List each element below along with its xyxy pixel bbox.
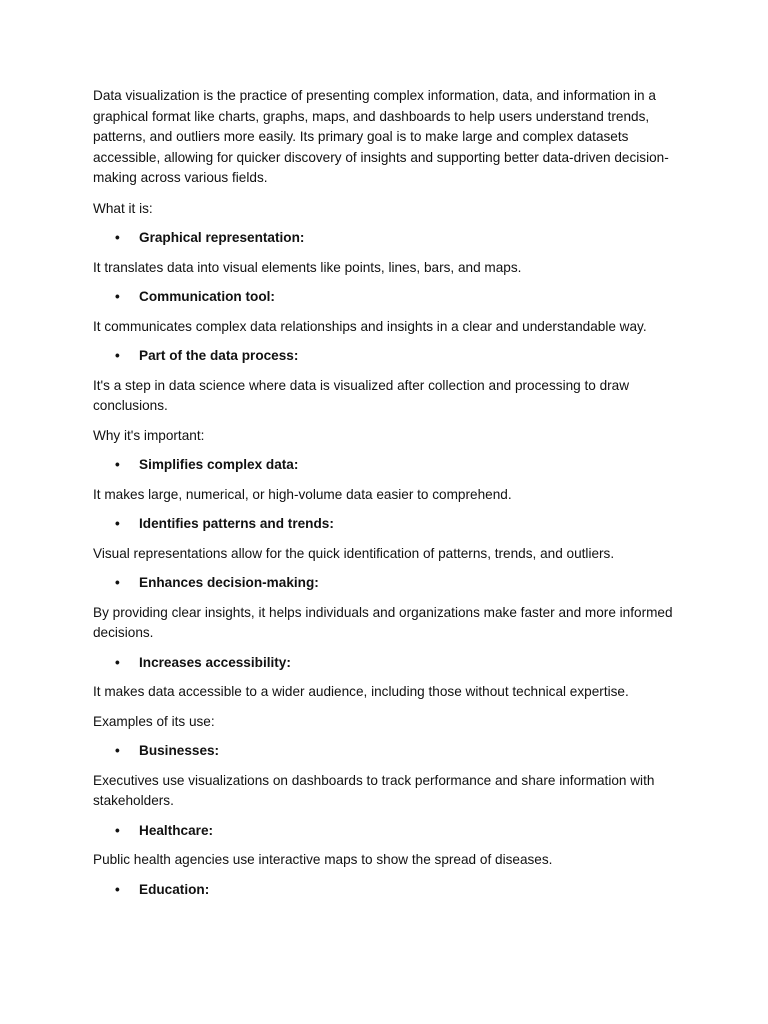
bullet-icon: • <box>115 881 120 897</box>
bullet-description: It makes data accessible to a wider audience, including those without technical expertise. <box>93 684 629 699</box>
bullet-item <box>93 346 678 367</box>
bullet-icon: • <box>115 457 120 472</box>
bullet-item <box>93 455 678 476</box>
bullet-item <box>93 228 678 249</box>
bullet-heading: Education: <box>139 881 210 897</box>
bullet-item <box>93 287 678 308</box>
section-label-what-it-is: What it is: <box>93 200 153 216</box>
bullet-description: Public health agencies use interactive maps to show the spread of diseases. <box>93 852 553 867</box>
bullet-description: Executives use visualizations on dashboards to track performance and share information with stakeholders. <box>93 772 655 808</box>
bullet-item <box>93 880 678 901</box>
bullet-heading: Simplifies complex data: <box>139 457 299 472</box>
bullet-item <box>93 741 678 762</box>
bullet-heading: Increases accessibility: <box>139 654 291 670</box>
bullet-item <box>93 653 678 674</box>
bullet-item <box>93 821 678 842</box>
bullet-description: It makes large, numerical, or high-volume data easier to comprehend. <box>93 486 512 502</box>
bullet-icon: • <box>115 348 120 363</box>
bullet-heading: Graphical representation: <box>139 230 305 245</box>
bullet-icon: • <box>115 230 120 245</box>
bullet-description: It's a step in data science where data is visualized after collection and processing to draw conclusions. <box>93 377 630 413</box>
bullet-heading: Healthcare: <box>139 822 214 838</box>
bullet-description: By providing clear insights, it helps individuals and organizations make faster and more informed decisions. <box>93 604 673 640</box>
bullet-description: Visual representations allow for the quick identification of patterns, trends, and outliers. <box>93 545 615 561</box>
bullet-item <box>93 573 678 594</box>
bullet-description: It communicates complex data relationships and insights in a clear and understandable way. <box>93 318 647 334</box>
bullet-heading: Part of the data process: <box>139 348 299 363</box>
bullet-icon: • <box>115 289 120 304</box>
bullet-icon: • <box>115 822 120 838</box>
bullet-heading: Businesses: <box>139 743 220 758</box>
bullet-description: It translates data into visual elements like points, lines, bars, and maps. <box>93 259 522 275</box>
bullet-icon: • <box>115 743 120 758</box>
bullet-heading: Communication tool: <box>139 289 275 304</box>
section-label-why-important: Why it's important: <box>93 427 205 443</box>
section-label-examples: Examples of its use: <box>93 713 215 729</box>
bullet-heading: Identifies patterns and trends: <box>139 516 334 531</box>
bullet-item <box>93 514 678 535</box>
bullet-icon: • <box>115 516 120 531</box>
intro-paragraph: Data visualization is the practice of presenting complex information, data, and information in a graphical format like charts, graphs, maps, and dashboards to help users understand trends, patterns, and outliers more easily. Its primary goal is to make large and complex datasets accessible, allowing for quicker discovery of insights and supporting better data-driven decision-making across various fields. <box>93 88 669 185</box>
bullet-heading: Enhances decision-making: <box>139 575 319 590</box>
bullet-icon: • <box>115 575 120 590</box>
bullet-icon: • <box>115 654 120 670</box>
